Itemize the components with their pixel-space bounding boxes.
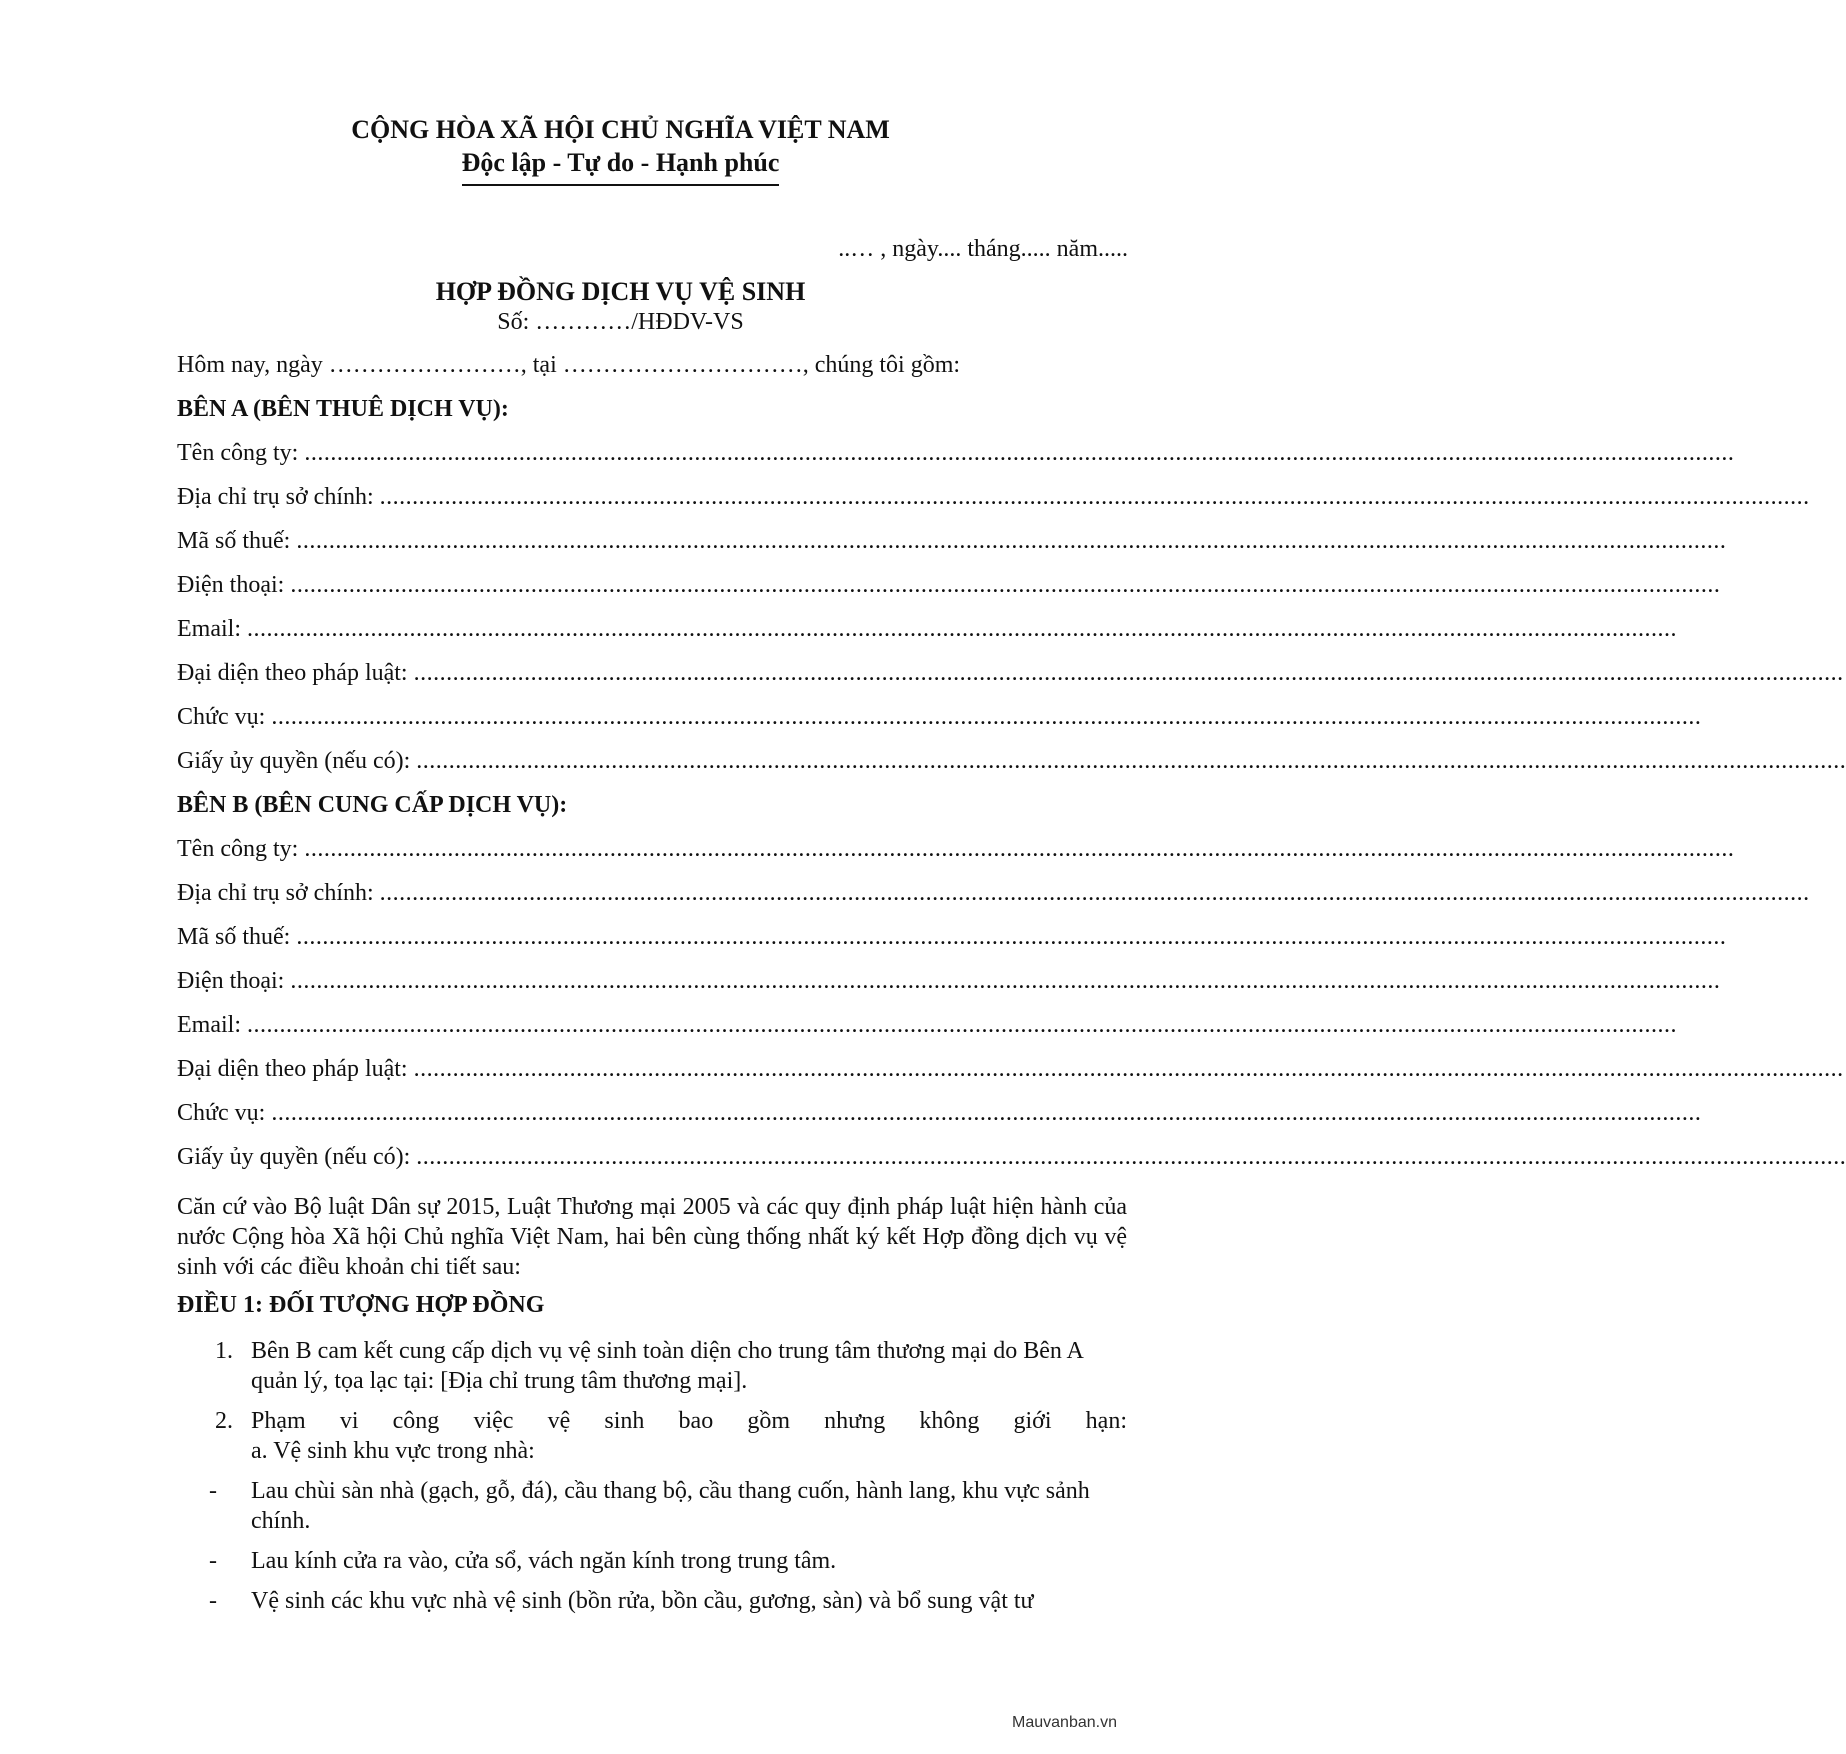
field-label: Tên công ty: — [177, 440, 299, 466]
bullet-item — [177, 1476, 1127, 1536]
numbered-item — [177, 1406, 1127, 1466]
field-label: Giấy ủy quyền (nếu có): — [177, 748, 411, 774]
bullet-dash: - — [209, 1588, 217, 1614]
field-label: Địa chỉ trụ sở chính: — [177, 880, 374, 906]
fill-in-blank: ............................................................................................................................................................................................................................ — [304, 836, 1735, 862]
form-field-line — [177, 1098, 1702, 1142]
fill-in-blank: ............................................................................................................................................................................................................................ — [290, 968, 1721, 994]
form-field-line — [177, 570, 1721, 614]
item-subheading: a. Vệ sinh khu vực trong nhà: — [251, 1438, 535, 1464]
item-number: 2. — [215, 1408, 233, 1434]
fill-in-blank: ............................................................................................................................................................................................................................ — [379, 880, 1810, 906]
fill-in-blank: ............................................................................................................................................................................................................................ — [290, 572, 1721, 598]
form-field-line — [177, 878, 1810, 922]
fill-in-blank: ............................................................................................................................................................................................................................ — [296, 528, 1727, 554]
fill-in-blank: ............................................................................................................................................................................................................................ — [296, 924, 1727, 950]
form-field-line — [177, 966, 1721, 1010]
national-motto: Độc lập - Tự do - Hạnh phúc — [462, 148, 780, 186]
fill-in-blank: ............................................................................................................................................................................................................................ — [271, 704, 1702, 730]
form-field-line — [177, 702, 1702, 746]
party-b-fields — [177, 834, 1846, 1186]
field-label: Giấy ủy quyền (nếu có): — [177, 1144, 411, 1170]
form-field-line — [177, 746, 1846, 790]
field-label: Địa chỉ trụ sở chính: — [177, 484, 374, 510]
item-text-line: Phạm vi công việc vệ sinh bao gồm nhưng không giới hạn: — [251, 1408, 1127, 1434]
motto-wrap — [0, 148, 1241, 186]
form-field-line — [177, 438, 1735, 482]
form-field-line — [177, 614, 1677, 658]
watermark-footer: Mauvanban.vn — [1012, 1714, 1117, 1731]
bullet-item — [177, 1546, 1127, 1576]
party-a-heading: BÊN A (BÊN THUÊ DỊCH VỤ): — [177, 396, 509, 422]
field-label: Mã số thuế: — [177, 528, 291, 554]
bullet-dash: - — [209, 1548, 217, 1574]
contract-number: Số: …………/HĐDV-VS — [497, 309, 744, 335]
item-text — [251, 1406, 1127, 1466]
field-label: Đại diện theo pháp luật: — [177, 1056, 408, 1082]
field-label: Điện thoại: — [177, 968, 285, 994]
bullet-text: Lau kính cửa ra vào, cửa sổ, vách ngăn kính trong trung tâm. — [251, 1548, 837, 1574]
bullet-text: Lau chùi sàn nhà (gạch, gỗ, đá), cầu thang bộ, cầu thang cuốn, hành lang, khu vực sảnh chính. — [251, 1478, 1090, 1534]
fill-in-blank: ............................................................................................................................................................................................................................ — [416, 1144, 1846, 1170]
contract-body — [177, 350, 1846, 1616]
party-a-fields — [177, 438, 1846, 790]
article-1-heading: ĐIỀU 1: ĐỐI TƯỢNG HỢP ĐỒNG — [177, 1292, 545, 1318]
form-field-line — [177, 922, 1727, 966]
fill-in-blank: ............................................................................................................................................................................................................................ — [416, 748, 1846, 774]
form-field-line — [177, 482, 1810, 526]
form-field-line — [177, 1054, 1844, 1098]
form-field-line — [177, 658, 1844, 702]
numbered-item — [177, 1336, 1127, 1396]
field-label: Email: — [177, 616, 241, 642]
fill-in-blank: ............................................................................................................................................................................................................................ — [413, 1056, 1844, 1082]
item-number: 1. — [215, 1338, 233, 1364]
legal-basis-paragraph: Căn cứ vào Bộ luật Dân sự 2015, Luật Thương mại 2005 và các quy định pháp luật hiện hành của nước Cộng hòa Xã hội Chủ nghĩa Việt Nam, hai bên cùng thống nhất ký kết Hợp đồng dịch vụ vệ sinh với các điều khoản chi tiết sau: — [177, 1194, 1127, 1280]
field-label: Chức vụ: — [177, 704, 266, 730]
fill-in-blank: ............................................................................................................................................................................................................................ — [413, 660, 1844, 686]
place-date-line: ..… , ngày.... tháng..... năm..... — [838, 236, 1128, 262]
national-title: CỘNG HÒA XÃ HỘI CHỦ NGHĨA VIỆT NAM — [351, 115, 890, 144]
field-label: Đại diện theo pháp luật: — [177, 660, 408, 686]
fill-in-blank: ............................................................................................................................................................................................................................ — [246, 1012, 1677, 1038]
item-text: Bên B cam kết cung cấp dịch vụ vệ sinh toàn diện cho trung tâm thương mại do Bên A quản lý, tọa lạc tại: [Địa chỉ trung tâm thương mại]. — [251, 1338, 1083, 1394]
fill-in-blank: ............................................................................................................................................................................................................................ — [246, 616, 1677, 642]
field-label: Điện thoại: — [177, 572, 285, 598]
form-field-line — [177, 1142, 1846, 1186]
fill-in-blank: ............................................................................................................................................................................................................................ — [304, 440, 1735, 466]
intro-line: Hôm nay, ngày ……………………, tại …………………………, chúng tôi gồm: — [177, 352, 961, 378]
form-field-line — [177, 1010, 1677, 1054]
field-label: Email: — [177, 1012, 241, 1038]
form-field-line — [177, 834, 1735, 878]
fill-in-blank: ............................................................................................................................................................................................................................ — [379, 484, 1810, 510]
bullet-dash: - — [209, 1478, 217, 1504]
field-label: Mã số thuế: — [177, 924, 291, 950]
bullet-text: Vệ sinh các khu vực nhà vệ sinh (bồn rửa, bồn cầu, gương, sàn) và bổ sung vật tư — [251, 1588, 1034, 1614]
bullet-item — [177, 1586, 1127, 1616]
contract-title: HỢP ĐỒNG DỊCH VỤ VỆ SINH — [435, 277, 806, 306]
field-label: Tên công ty: — [177, 836, 299, 862]
form-field-line — [177, 526, 1727, 570]
fill-in-blank: ............................................................................................................................................................................................................................ — [271, 1100, 1702, 1126]
party-b-heading: BÊN B (BÊN CUNG CẤP DỊCH VỤ): — [177, 792, 568, 818]
field-label: Chức vụ: — [177, 1100, 266, 1126]
